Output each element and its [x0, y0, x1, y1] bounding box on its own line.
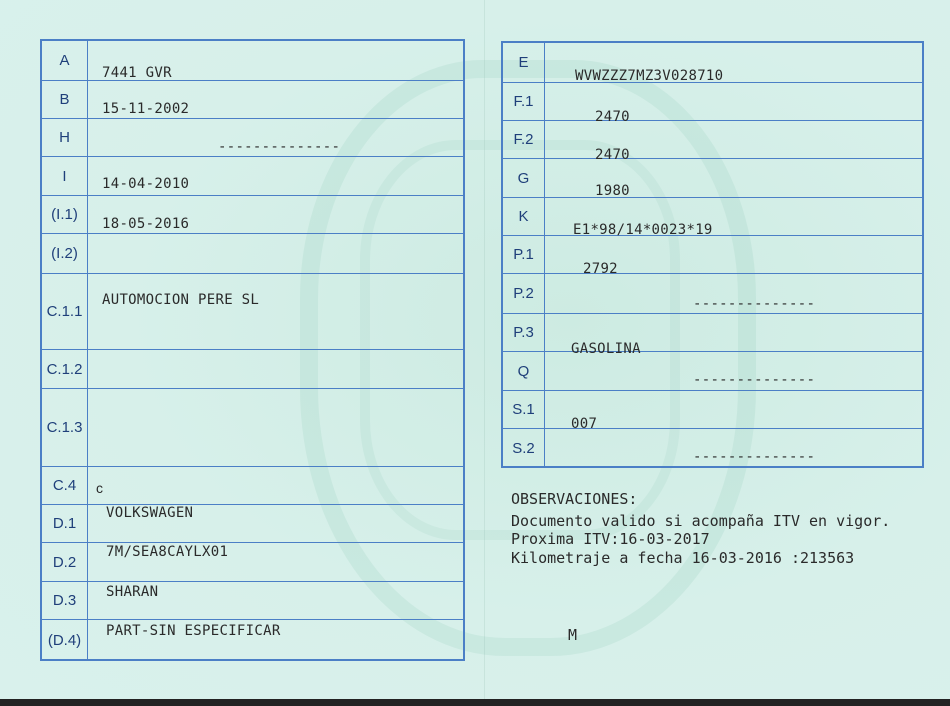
- right-field-value: --------------: [693, 296, 816, 312]
- left-field-label: C.4: [42, 467, 88, 504]
- right-field-value: 007: [571, 416, 598, 432]
- left-field-label: D.1: [42, 505, 88, 542]
- right-field-value: 1980: [595, 183, 630, 199]
- left-row: [42, 505, 463, 543]
- right-field-label: P.2: [503, 274, 545, 313]
- right-row: [503, 83, 922, 125]
- right-field-label: Q: [503, 352, 545, 390]
- page-fold: [484, 0, 485, 706]
- right-row: [503, 198, 922, 236]
- left-field-value: 18-05-2016: [102, 216, 190, 232]
- right-row: [503, 236, 922, 277]
- left-field-value: VOLKSWAGEN: [106, 505, 194, 521]
- left-field-value: c: [96, 480, 104, 496]
- left-field-label: A: [42, 41, 88, 80]
- right-field-value: 2792: [583, 261, 618, 277]
- left-row: [42, 41, 463, 81]
- right-field-label: F.2: [503, 121, 545, 158]
- right-row: [503, 121, 922, 163]
- left-field-value: 15-11-2002: [102, 101, 190, 117]
- right-field-value: 2470: [595, 147, 630, 163]
- right-field-value: GASOLINA: [571, 341, 641, 357]
- right-row: [503, 352, 922, 391]
- right-field-label: G: [503, 159, 545, 197]
- right-field-value: --------------: [693, 449, 816, 465]
- right-field-label: P.1: [503, 236, 545, 273]
- left-row: [42, 467, 463, 505]
- observation-mark: M: [568, 626, 578, 644]
- right-field-label: P.3: [503, 314, 545, 351]
- right-field-label: S.2: [503, 429, 545, 467]
- left-field-label: H: [42, 119, 88, 156]
- right-row: [503, 159, 922, 198]
- right-field-label: S.1: [503, 391, 545, 428]
- left-row: [42, 196, 463, 234]
- right-field-value: 2470: [595, 109, 630, 125]
- left-field-value: 14-04-2010: [102, 176, 190, 192]
- right-field-label: F.1: [503, 83, 545, 120]
- right-field-value: --------------: [693, 372, 816, 388]
- left-field-label: C.1.2: [42, 350, 88, 388]
- left-field-label: B: [42, 81, 88, 118]
- left-registration-table: [40, 39, 465, 661]
- observation-line-1: Documento valido si acompaña ITV en vigor.: [511, 512, 891, 530]
- left-field-value: --------------: [218, 139, 341, 155]
- right-row: [503, 314, 922, 357]
- left-field-label: C.1.3: [42, 389, 88, 466]
- left-field-value: 7M/SEA8CAYLX01: [106, 544, 229, 560]
- left-row: [42, 350, 463, 389]
- right-row: [503, 43, 922, 83]
- left-field-label: D.2: [42, 543, 88, 581]
- left-field-value: SHARAN: [106, 584, 159, 600]
- left-row: [42, 582, 463, 620]
- left-field-label: (I.1): [42, 196, 88, 233]
- left-field-label: C.1.1: [42, 274, 88, 349]
- left-row: [42, 119, 463, 157]
- right-field-label: K: [503, 198, 545, 235]
- left-row: [42, 620, 463, 660]
- right-row: [503, 391, 922, 432]
- right-field-label: E: [503, 43, 545, 82]
- left-field-value: 7441 GVR: [102, 65, 172, 81]
- observation-line-2: Proxima ITV:16-03-2017: [511, 530, 710, 548]
- left-row: [42, 274, 463, 350]
- left-row: [42, 81, 463, 119]
- right-row: [503, 274, 922, 314]
- observation-line-3: Kilometraje a fecha 16-03-2016 :213563: [511, 549, 855, 567]
- left-field-label: I: [42, 157, 88, 195]
- right-field-value: E1*98/14*0023*19: [573, 222, 713, 238]
- right-row: [503, 429, 922, 467]
- right-field-value: WVWZZZ7MZ3V028710: [575, 68, 724, 84]
- right-registration-table: [501, 41, 924, 468]
- left-row: [42, 389, 463, 467]
- scan-edge: [0, 699, 950, 706]
- left-row: [42, 234, 463, 274]
- left-field-label: (I.2): [42, 234, 88, 273]
- left-row: [42, 543, 463, 582]
- left-field-label: D.3: [42, 582, 88, 619]
- left-field-value: AUTOMOCION PERE SL: [102, 292, 260, 308]
- left-field-value: PART-SIN ESPECIFICAR: [106, 623, 281, 639]
- left-row: [42, 157, 463, 196]
- left-field-label: (D.4): [42, 620, 88, 660]
- observations-heading: OBSERVACIONES:: [511, 490, 638, 508]
